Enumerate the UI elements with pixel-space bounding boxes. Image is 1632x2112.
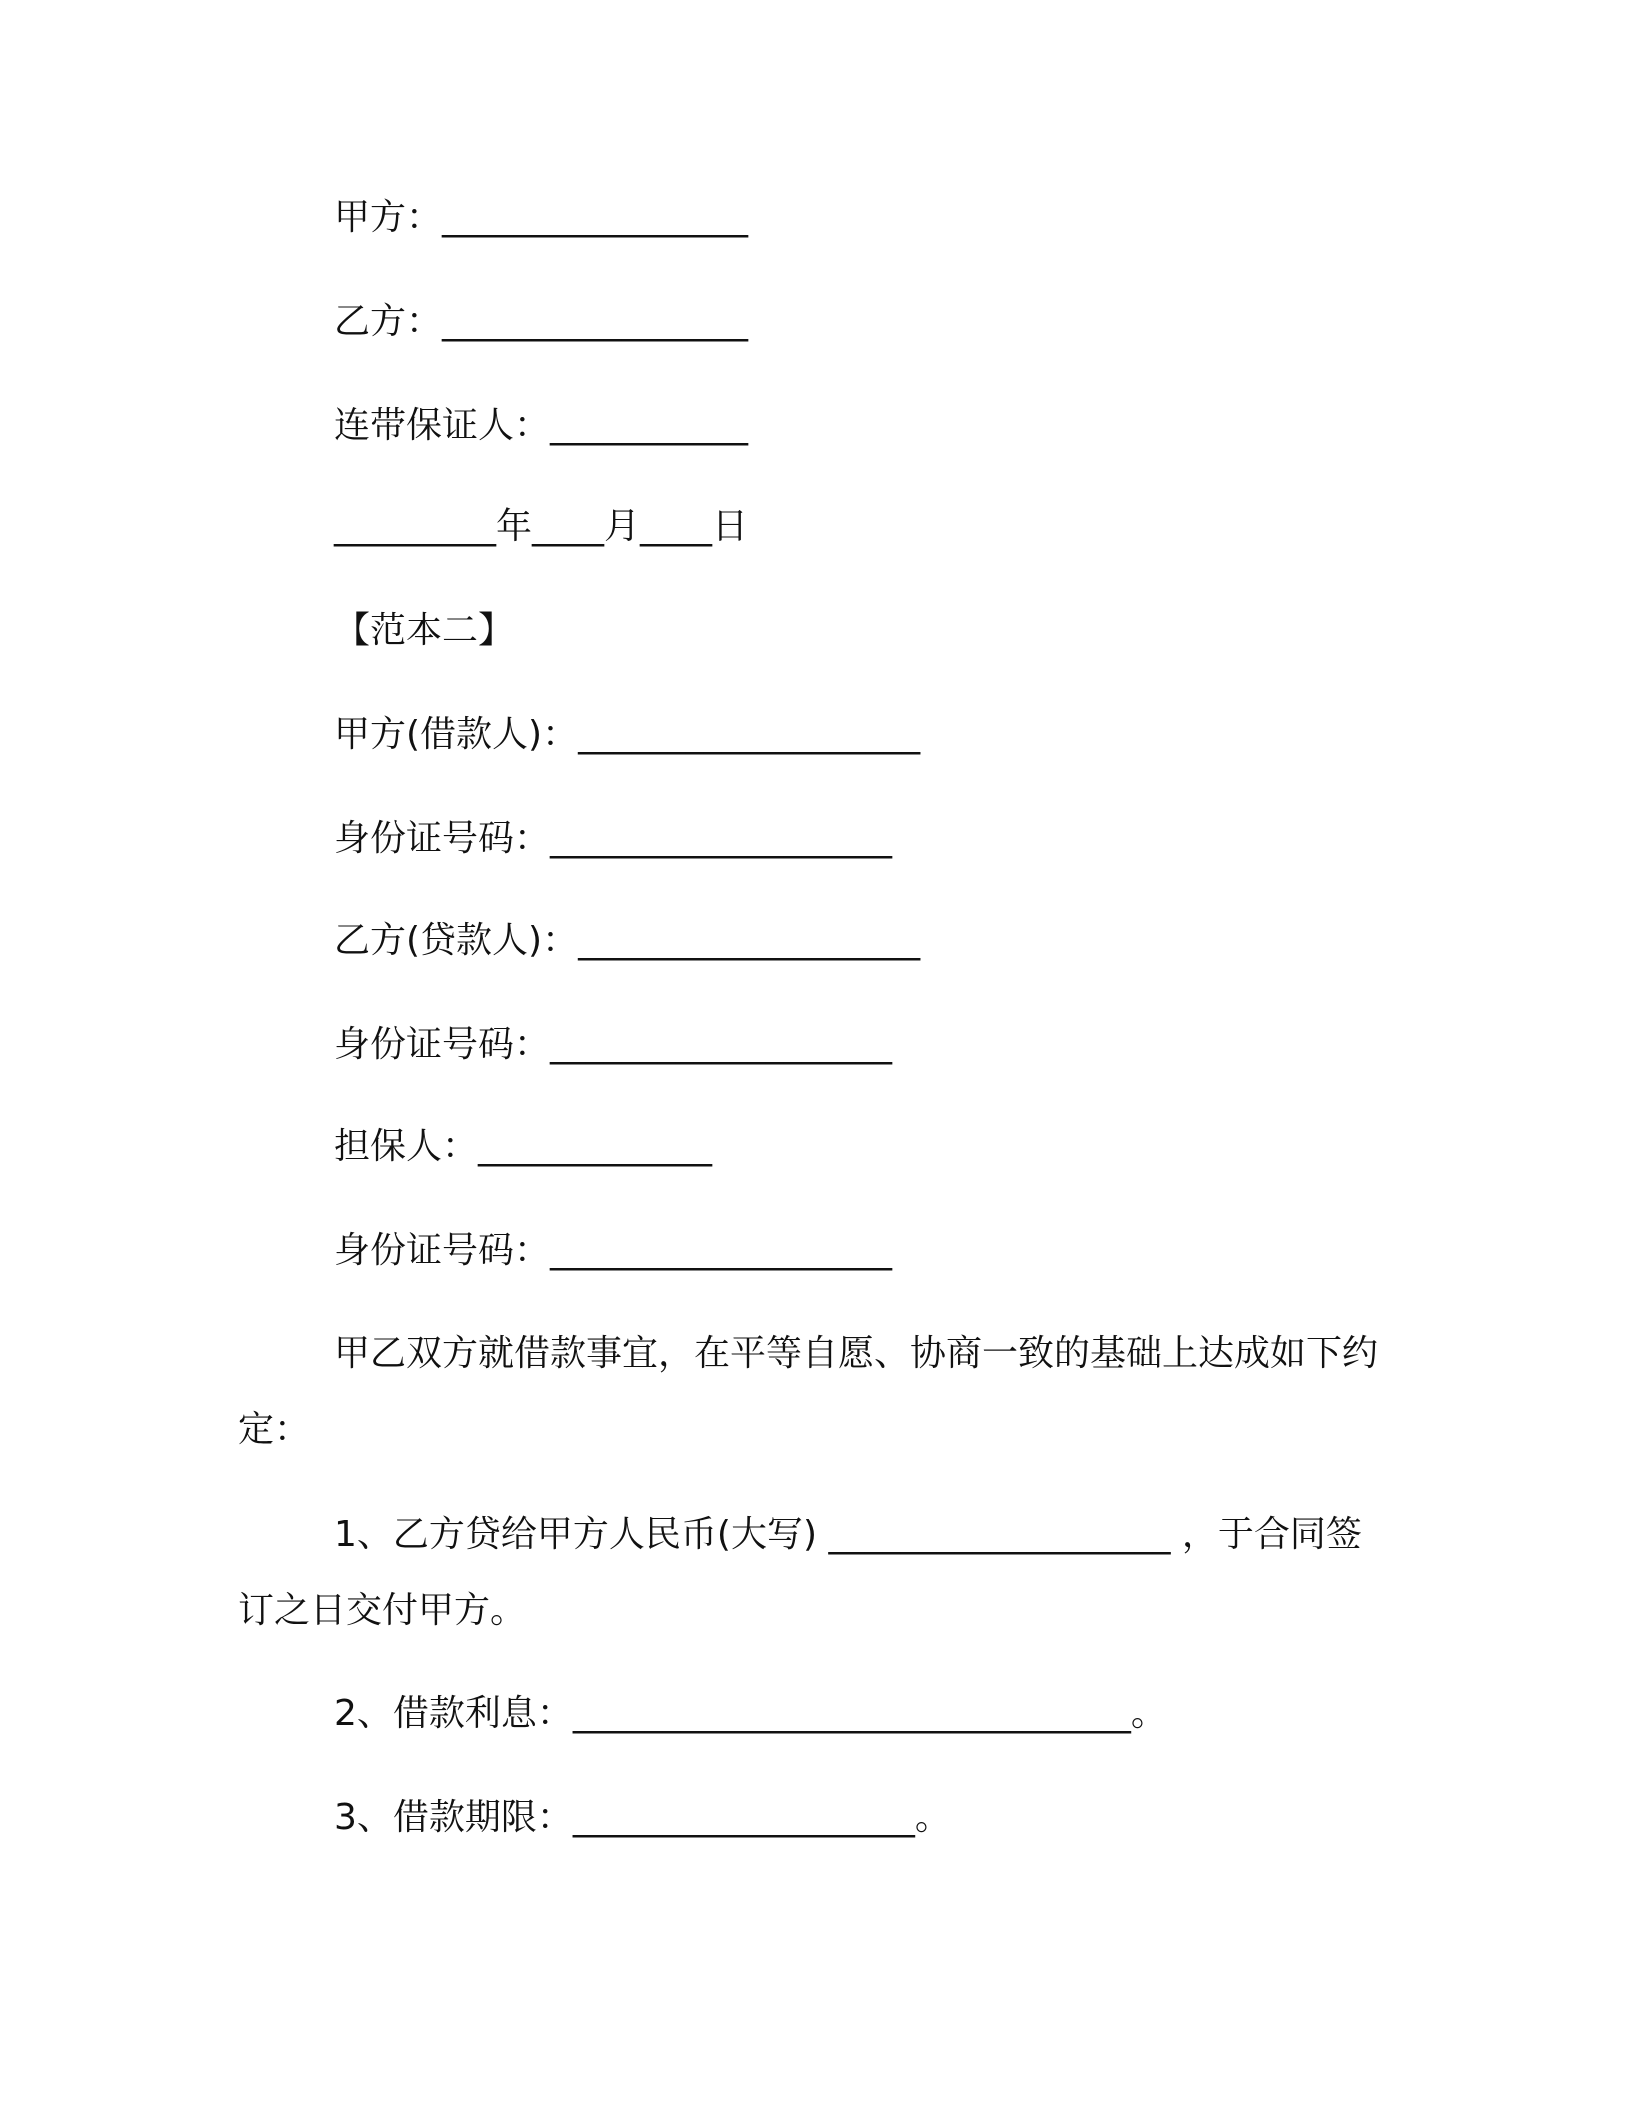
borrower-id-line: 身份证号码：___________________	[334, 818, 893, 859]
intro-paragraph: 甲乙双方就借款事宜，在平等自愿、协商一致的基础上达成如下约定：	[238, 1333, 1379, 1450]
guarantor-id-line: 身份证号码：___________________	[334, 1230, 893, 1271]
lender-line: 乙方(贷款人)：___________________	[334, 920, 921, 961]
party-a-line: 甲方：_________________	[334, 197, 749, 238]
lender-id-line: 身份证号码：___________________	[334, 1024, 893, 1065]
clause-3-line: 3、借款期限：___________________。	[334, 1797, 951, 1838]
borrower-line: 甲方(借款人)：___________________	[334, 714, 921, 755]
template-two-heading: 【范本二】	[334, 610, 515, 651]
date-line: _________年____月____日	[334, 506, 748, 547]
joint-guarantor-line: 连带保证人：___________	[334, 405, 749, 446]
guarantor-line: 担保人：_____________	[334, 1126, 713, 1167]
party-b-line: 乙方：_________________	[334, 301, 749, 342]
clause-2-line: 2、借款利息：_______________________________。	[334, 1693, 1167, 1734]
clause-1-paragraph: 1、乙方贷给甲方人民币(大写) ___________________ ，于合同签订之日交付甲方。	[238, 1514, 1362, 1631]
